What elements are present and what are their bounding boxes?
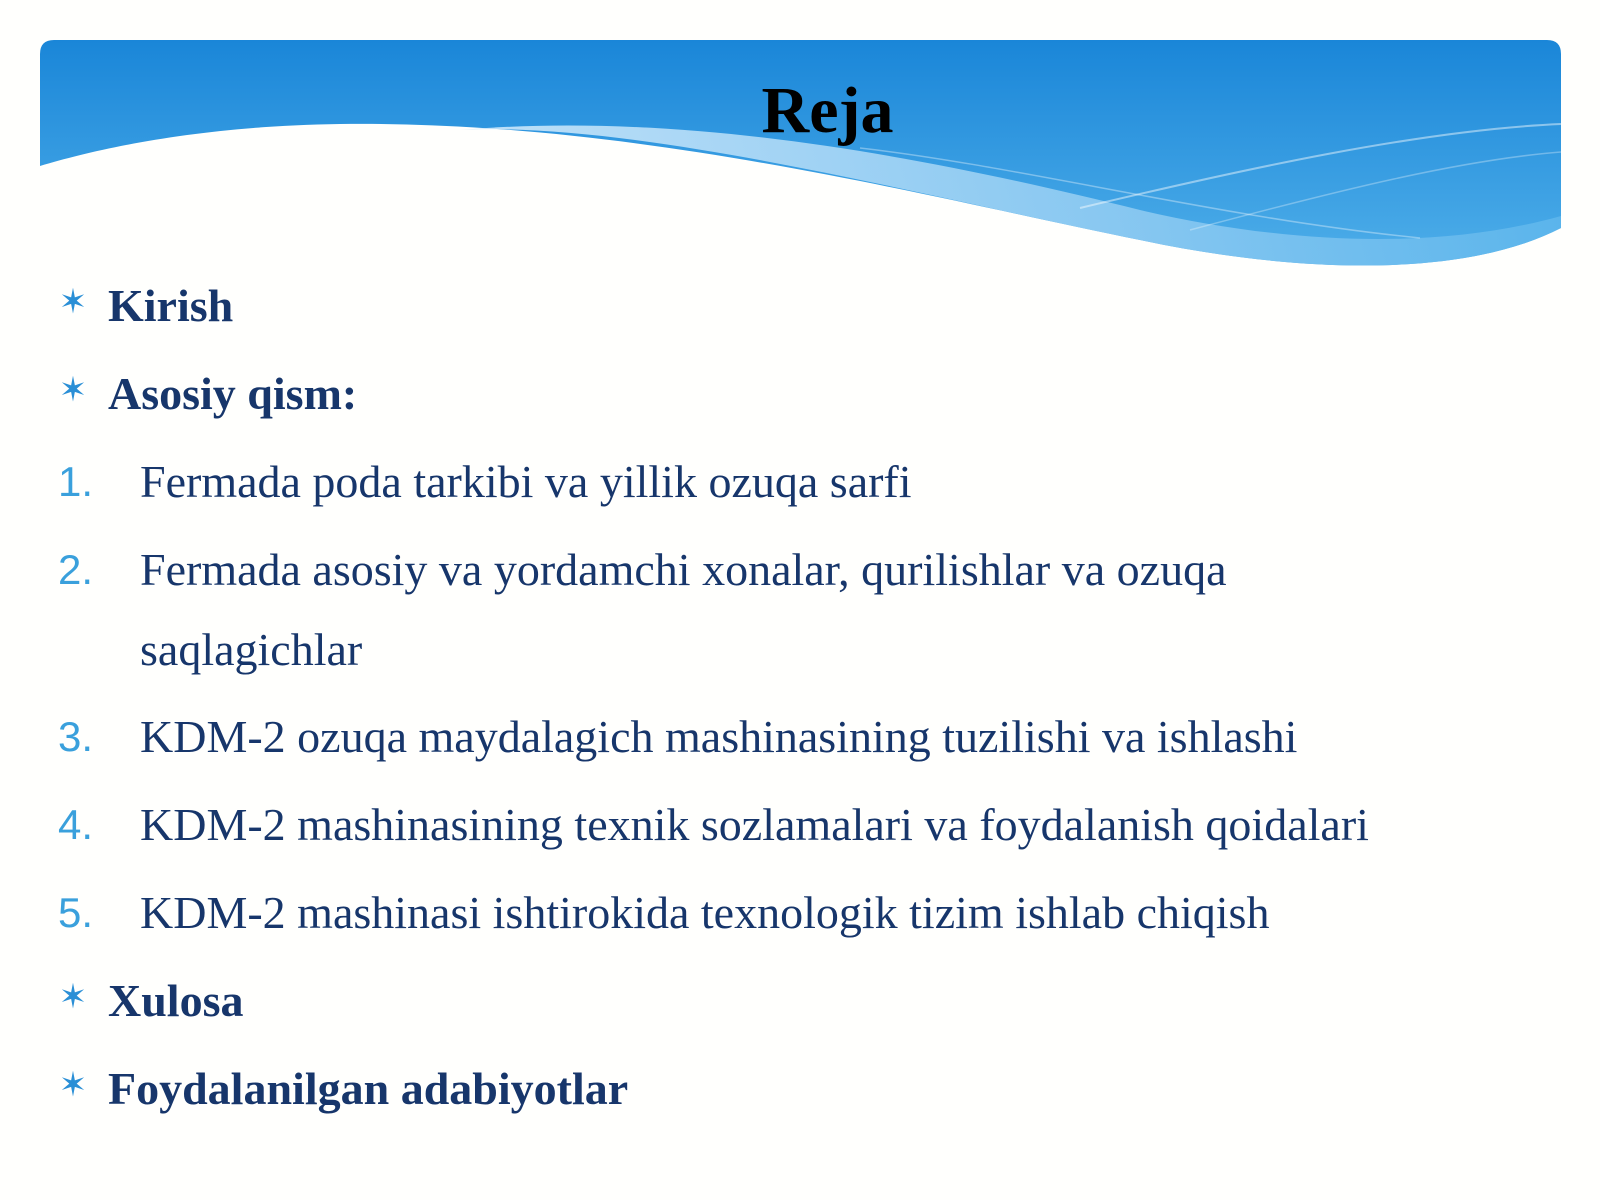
list-item [58, 262, 1558, 350]
star-bullet-icon: ✶ [58, 1065, 88, 1105]
list-item [58, 1045, 1558, 1133]
list-item-number: 1. [58, 458, 94, 505]
list-item-text: Fermada asosiy va yordamchi xonalar, qurilishlar va ozuqa saqlagichlar [140, 544, 1227, 675]
list-item [58, 693, 1558, 781]
list-item-text: KDM-2 mashinasi ishtirokida texnologik tizim ishlab chiqish [140, 887, 1270, 938]
list-item-number: 4. [58, 801, 94, 848]
list-item-text: Foydalanilgan adabiyotlar [108, 1063, 629, 1114]
list-item-text: Fermada poda tarkibi va yillik ozuqa sarfi [140, 456, 912, 507]
list-item [58, 350, 1558, 438]
list-item-number: 2. [58, 546, 94, 593]
agenda-list [58, 262, 1558, 1133]
list-item-number: 3. [58, 713, 94, 760]
star-bullet-icon: ✶ [58, 370, 88, 410]
slide-title: Reja [761, 74, 894, 147]
list-item-text: Asosiy qism: [108, 368, 358, 419]
list-item [58, 526, 1558, 693]
star-bullet-icon: ✶ [58, 282, 88, 322]
list-item [58, 781, 1558, 869]
list-item-text: KDM-2 ozuqa maydalagich mashinasining tuzilishi va ishlashi [140, 711, 1298, 762]
list-item [58, 438, 1558, 526]
list-item-number: 5. [58, 889, 94, 936]
list-item [58, 957, 1558, 1045]
list-item-text: Kirish [108, 280, 234, 331]
star-bullet-icon: ✶ [58, 977, 88, 1017]
list-item [58, 869, 1558, 957]
list-item-text: Xulosa [108, 975, 244, 1026]
list-item-text: KDM-2 mashinasining texnik sozlamalari va foydalanish qoidalari [140, 799, 1369, 850]
